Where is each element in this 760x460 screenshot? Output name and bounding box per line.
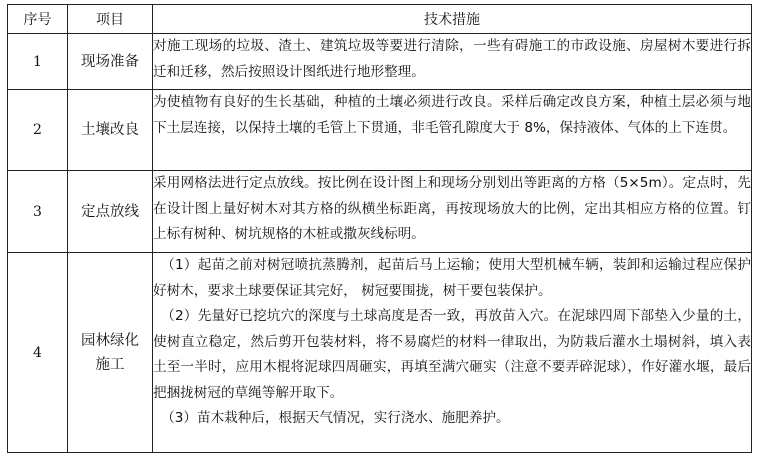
- header-measures: 技术措施: [153, 5, 752, 34]
- row-item: [68, 171, 153, 253]
- header-row: [8, 5, 752, 34]
- table-row: [8, 34, 752, 90]
- row-item-line: 定点放线: [81, 203, 139, 220]
- row-index: 2: [8, 90, 68, 171]
- header-index: 序号: [8, 5, 68, 34]
- description-paragraph: （1）起苗之前对树冠喷抗蒸腾剂，起苗后马上运输；使用大型机械车辆，装卸和运输过程应保护好树木，要求土球要保证其完好， 树冠要围拢，树干要包装保护。: [153, 257, 751, 299]
- row-item: [68, 90, 153, 171]
- description-paragraph: （3）苗木栽种后，根据天气情况，实行浇水、施肥养护。: [161, 410, 510, 426]
- row-index: 4: [8, 253, 68, 453]
- row-description: [153, 34, 752, 90]
- table-row: [8, 171, 752, 253]
- row-item: [68, 34, 153, 90]
- technical-measures-table: [7, 4, 752, 453]
- description-paragraph: 对施工现场的垃圾、渣土、建筑垃圾等要进行清除，一些有碍施工的市政设施、房屋树木要进行拆迁和迁移，然后按照设计图纸进行地形整理。: [153, 38, 751, 80]
- row-item-line: 园林绿化: [81, 332, 139, 349]
- header-item: 项目: [68, 5, 153, 34]
- description-paragraph: 采用网格法进行定点放线。按比例在设计图上和现场分别划出等距离的方格（5×5m）。定点时，先在设计图上量好树木对其方格的纵横坐标距离，再按现场放大的比例，定出其相应方格的位置。钉上标有树种、树坑规格的木桩或撒灰线标明。: [153, 175, 751, 242]
- row-index: 3: [8, 171, 68, 253]
- row-description: [153, 253, 752, 453]
- row-item-line: 土壤改良: [81, 122, 139, 138]
- row-description: [153, 90, 752, 171]
- row-index: 1: [8, 34, 68, 90]
- row-item: [68, 253, 153, 453]
- table-row: [8, 90, 752, 171]
- description-paragraph: （2）先量好已挖坑穴的深度与土球高度是否一致，再放苗入穴。在泥球四周下部垫入少量的土，使树直立稳定，然后剪开包装材料，将不易腐烂的材料一律取出，为防栽后灌水土塌树斜，填入表土至一半时，应用木棍将泥球四周砸实，再填至满穴砸实（注意不要弄碎泥球），作好灌水堰，最后把捆拢树冠的草绳等解开取下。: [153, 308, 751, 401]
- description-paragraph: 为使植物有良好的生长基础，种植的土壤必须进行改良。采样后确定改良方案，种植土层必须与地下土层连接，以保持土壤的毛管上下贯通，非毛管孔隙度大于 8%，保持液体、气体的上下连贯。: [153, 94, 751, 136]
- row-item-line: 施工: [95, 356, 125, 373]
- row-item-line: 现场准备: [81, 53, 139, 70]
- row-description: [153, 171, 752, 253]
- table-row: [8, 253, 752, 453]
